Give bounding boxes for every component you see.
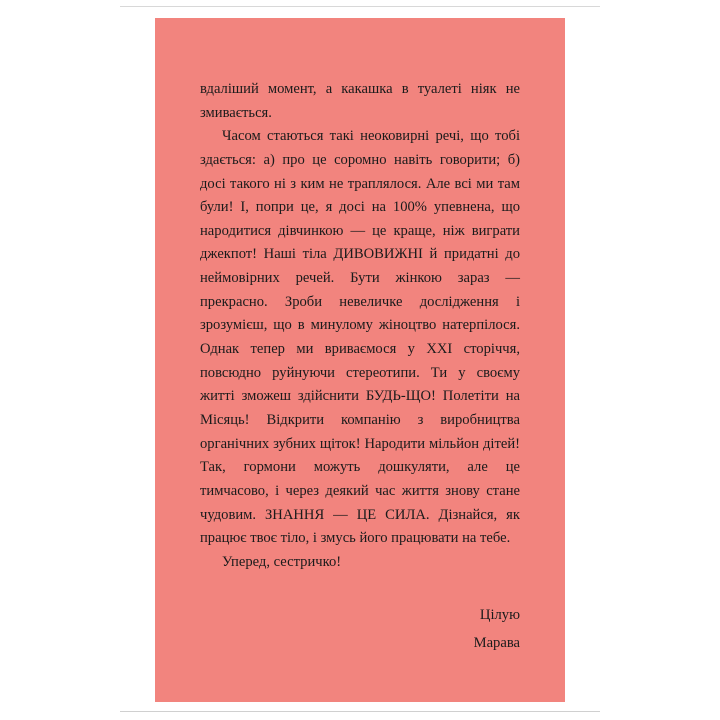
signature-line-2: Марава — [473, 635, 520, 652]
book-page — [155, 18, 565, 702]
paragraph-main: Часом стаються такі неоковирні речі, що тобі здається: а) про це соромно навіть говорити; б) досі такого ні з ким не траплялося. Але всі ми там були! І, попри це, я досі на 100% упевнена, що народитися дівчинкою — це краще, ніж виграти джекпот! Наші тіла ДИВОВИЖНІ й придатні до неймовірних речей. Бути жінкою зараз — прекрасно. Зроби невеличке дослідження і зрозумієш, що в минулому жіноцтво натерпілося. Однак тепер ми вриваємося у XXI сторіччя, повсюдно руйнуючи стереотипи. Ти у своєму житті зможеш здійснити БУДЬ-ЩО! Полетіти на Місяць! Відкрити компанію з виробництва органічних зубних щіток! Народити мільйон дітей! Так, гормони можуть дошкуляти, але це тимчасово, і через деякий час життя знову стане чудовим. ЗНАННЯ — ЦЕ СИЛА. Дізнайся, як працює твоє тіло, і змусь його працювати на тебе. — [200, 128, 520, 547]
page-body-text — [200, 78, 520, 574]
page-top-divider — [120, 0, 600, 7]
signature-line-1: Цілую — [479, 607, 520, 624]
page-bottom-divider — [120, 711, 600, 712]
paragraph-closing: Уперед, сестричко! — [222, 553, 342, 570]
signature-block — [200, 604, 520, 655]
paragraph-continued: вдаліший момент, а какашка в туалеті ніяк не змивається. — [200, 81, 520, 121]
